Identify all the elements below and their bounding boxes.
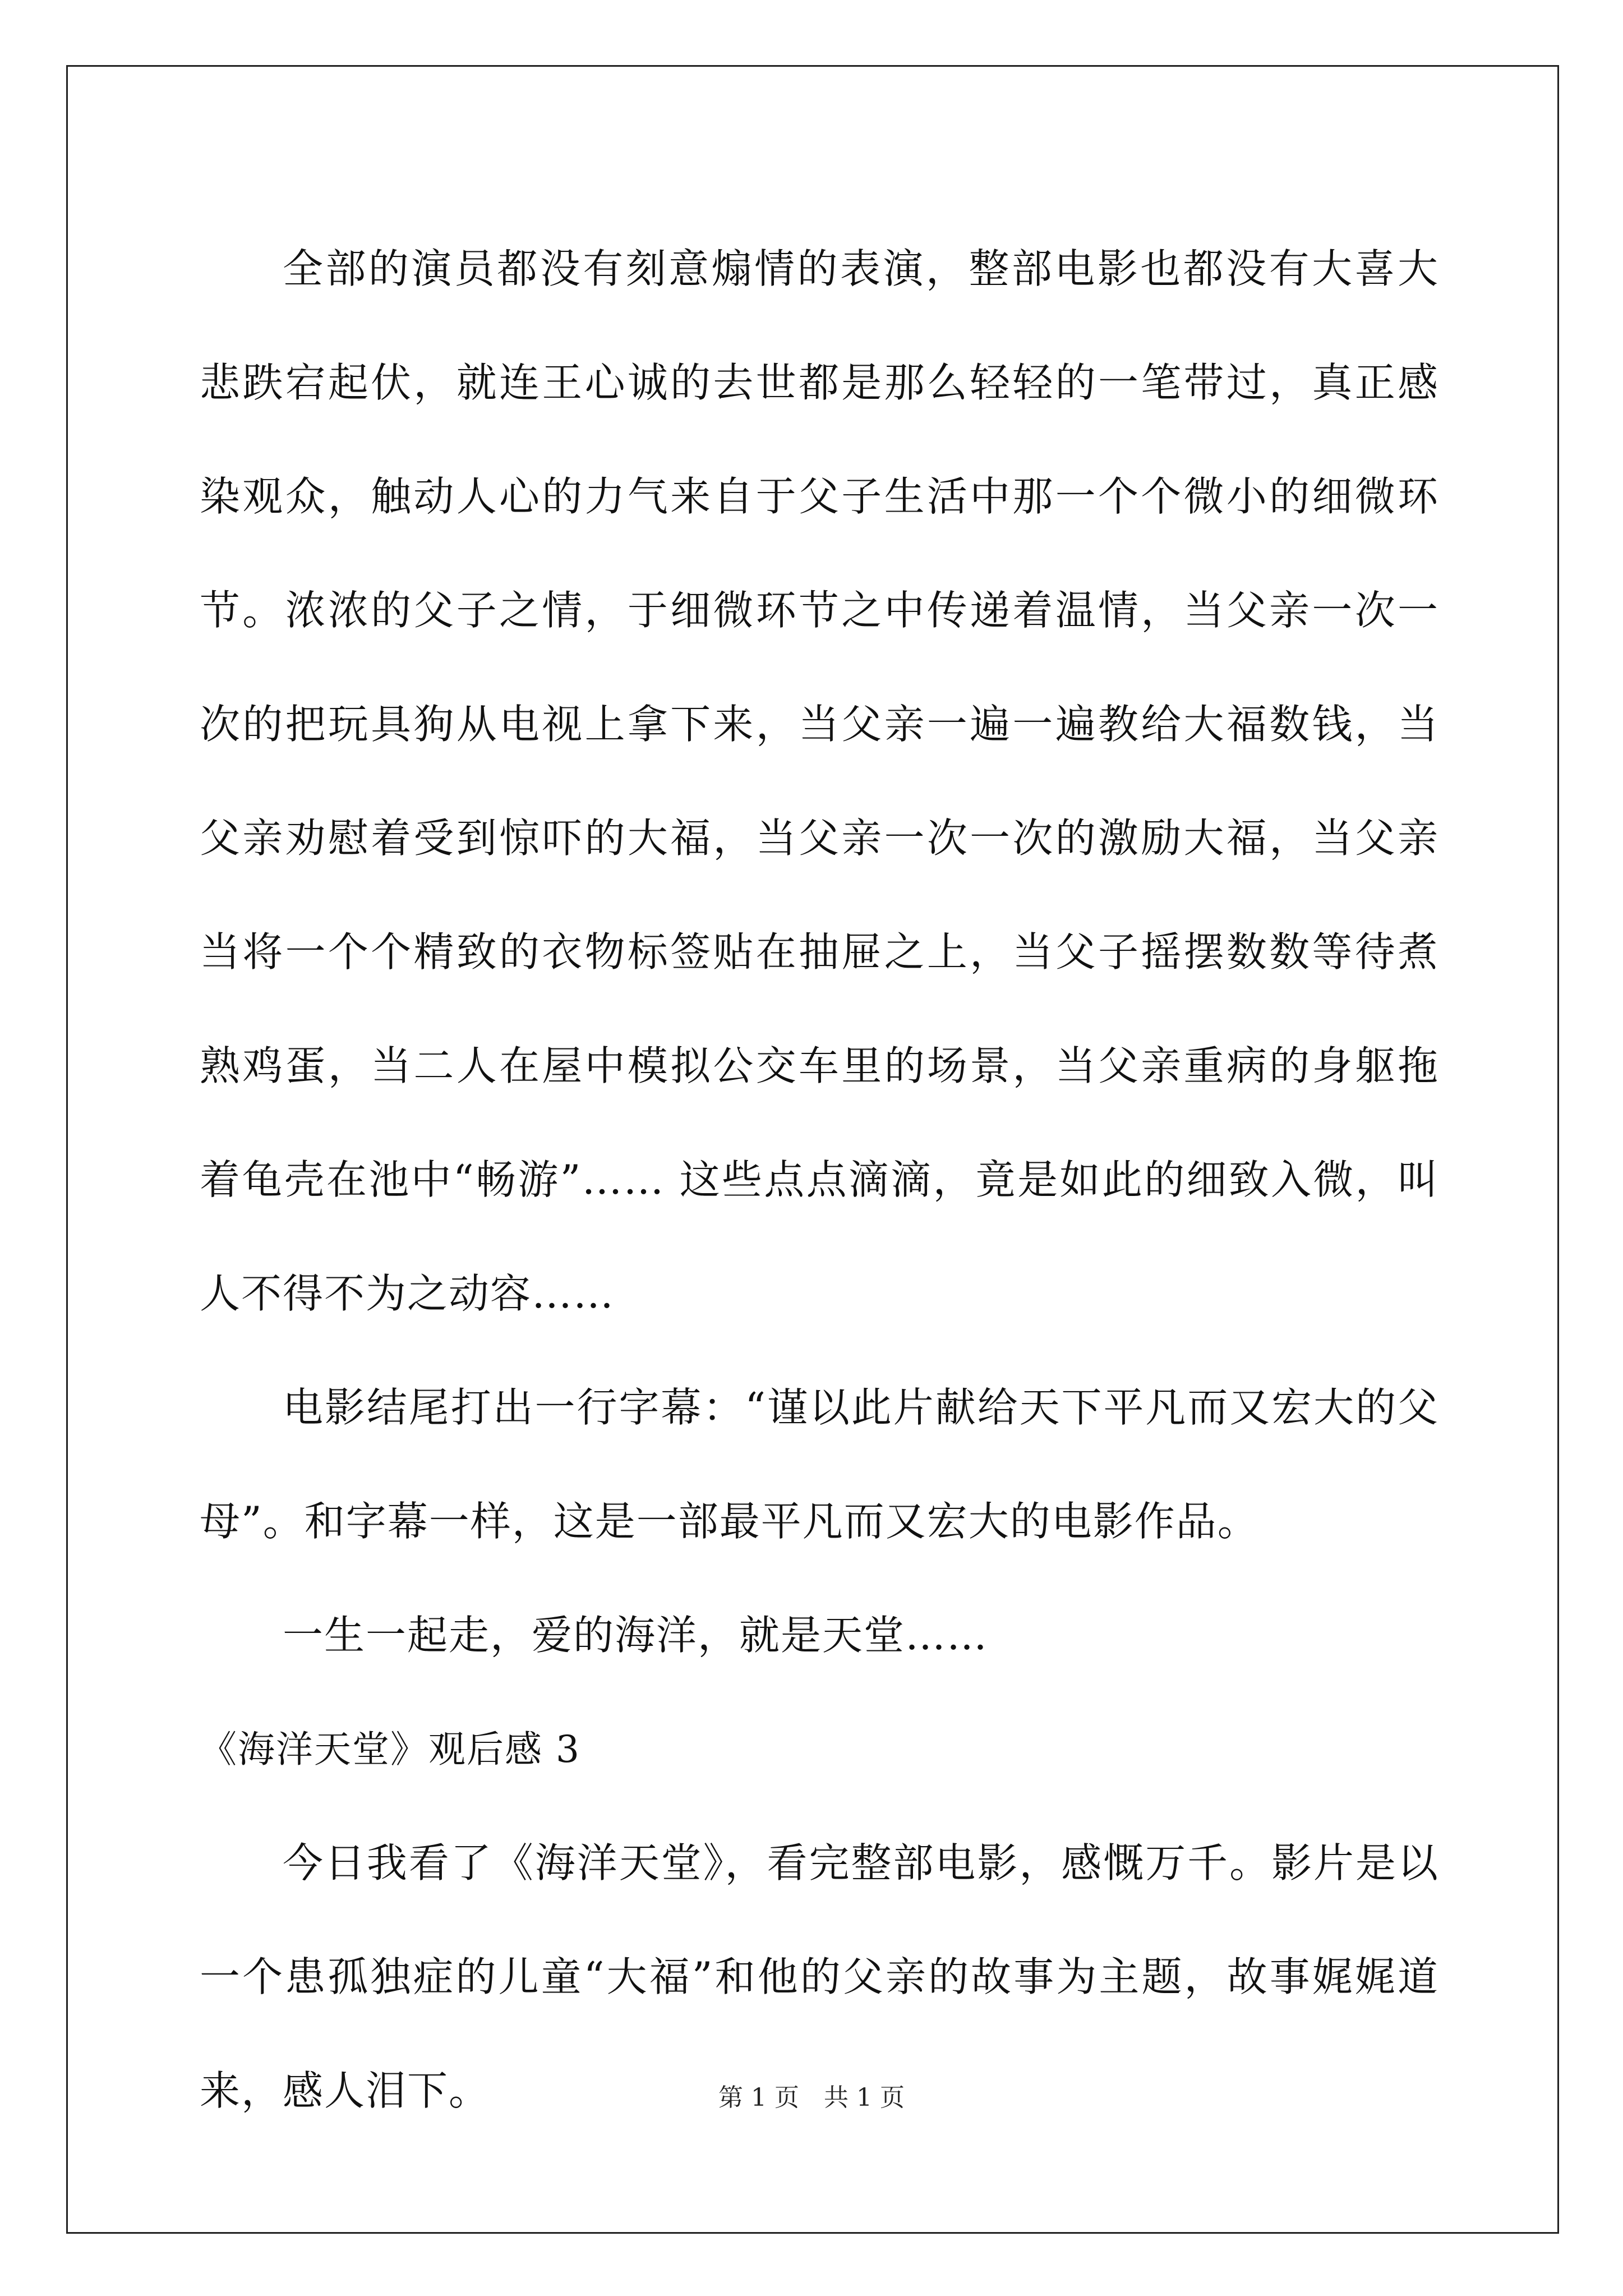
paragraph-3: 一生一起走，爱的海洋，就是天堂……	[283, 1612, 989, 1659]
paragraph-1: 全部的演员都没有刻意煽情的表演，整部电影也都没有大喜大悲跌宕起伏，就连王心诚的去世都是那么轻轻的一笔带过，真正感染观众，触动人心的力气来自于父子生活中那一个个微小的细微环节。浓浓的父子之情，于细微环节之中传递着温情，当父亲一次一次的把玩具狗从电视上拿下来，当父亲一遍一遍教给大福数钱，当父亲劝慰着受到惊吓的大福，当父亲一次一次的激励大福，当父亲当将一个个精致的衣物标签贴在抽屉之上，当父子摇摆数数等待煮熟鸡蛋，当二人在屋中模拟公交车里的场景，当父亲重病的身躯拖着龟壳在池中“畅游”…… 这些点点滴滴，竟是如此的细致入微，叫人不得不为之动容……	[200, 245, 1439, 1317]
paragraph-2: 电影结尾打出一行字幕：“谨以此片献给天下平凡而又宏大的父母”。和字幕一样，这是一部最平凡而又宏大的电影作品。	[200, 1384, 1439, 1545]
document-body	[200, 212, 1439, 2148]
section-heading: 《海洋天堂》观后感 3	[200, 1728, 580, 1771]
paragraph-4: 今日我看了《海洋天堂》，看完整部电影，感慨万千。影片是以一个患孤独症的儿童“大福”和他的父亲的故事为主题，故事娓娓道来，感人泪下。	[200, 1839, 1439, 2114]
page-number-footer: 第 1 页 共 1 页	[718, 2083, 905, 2112]
